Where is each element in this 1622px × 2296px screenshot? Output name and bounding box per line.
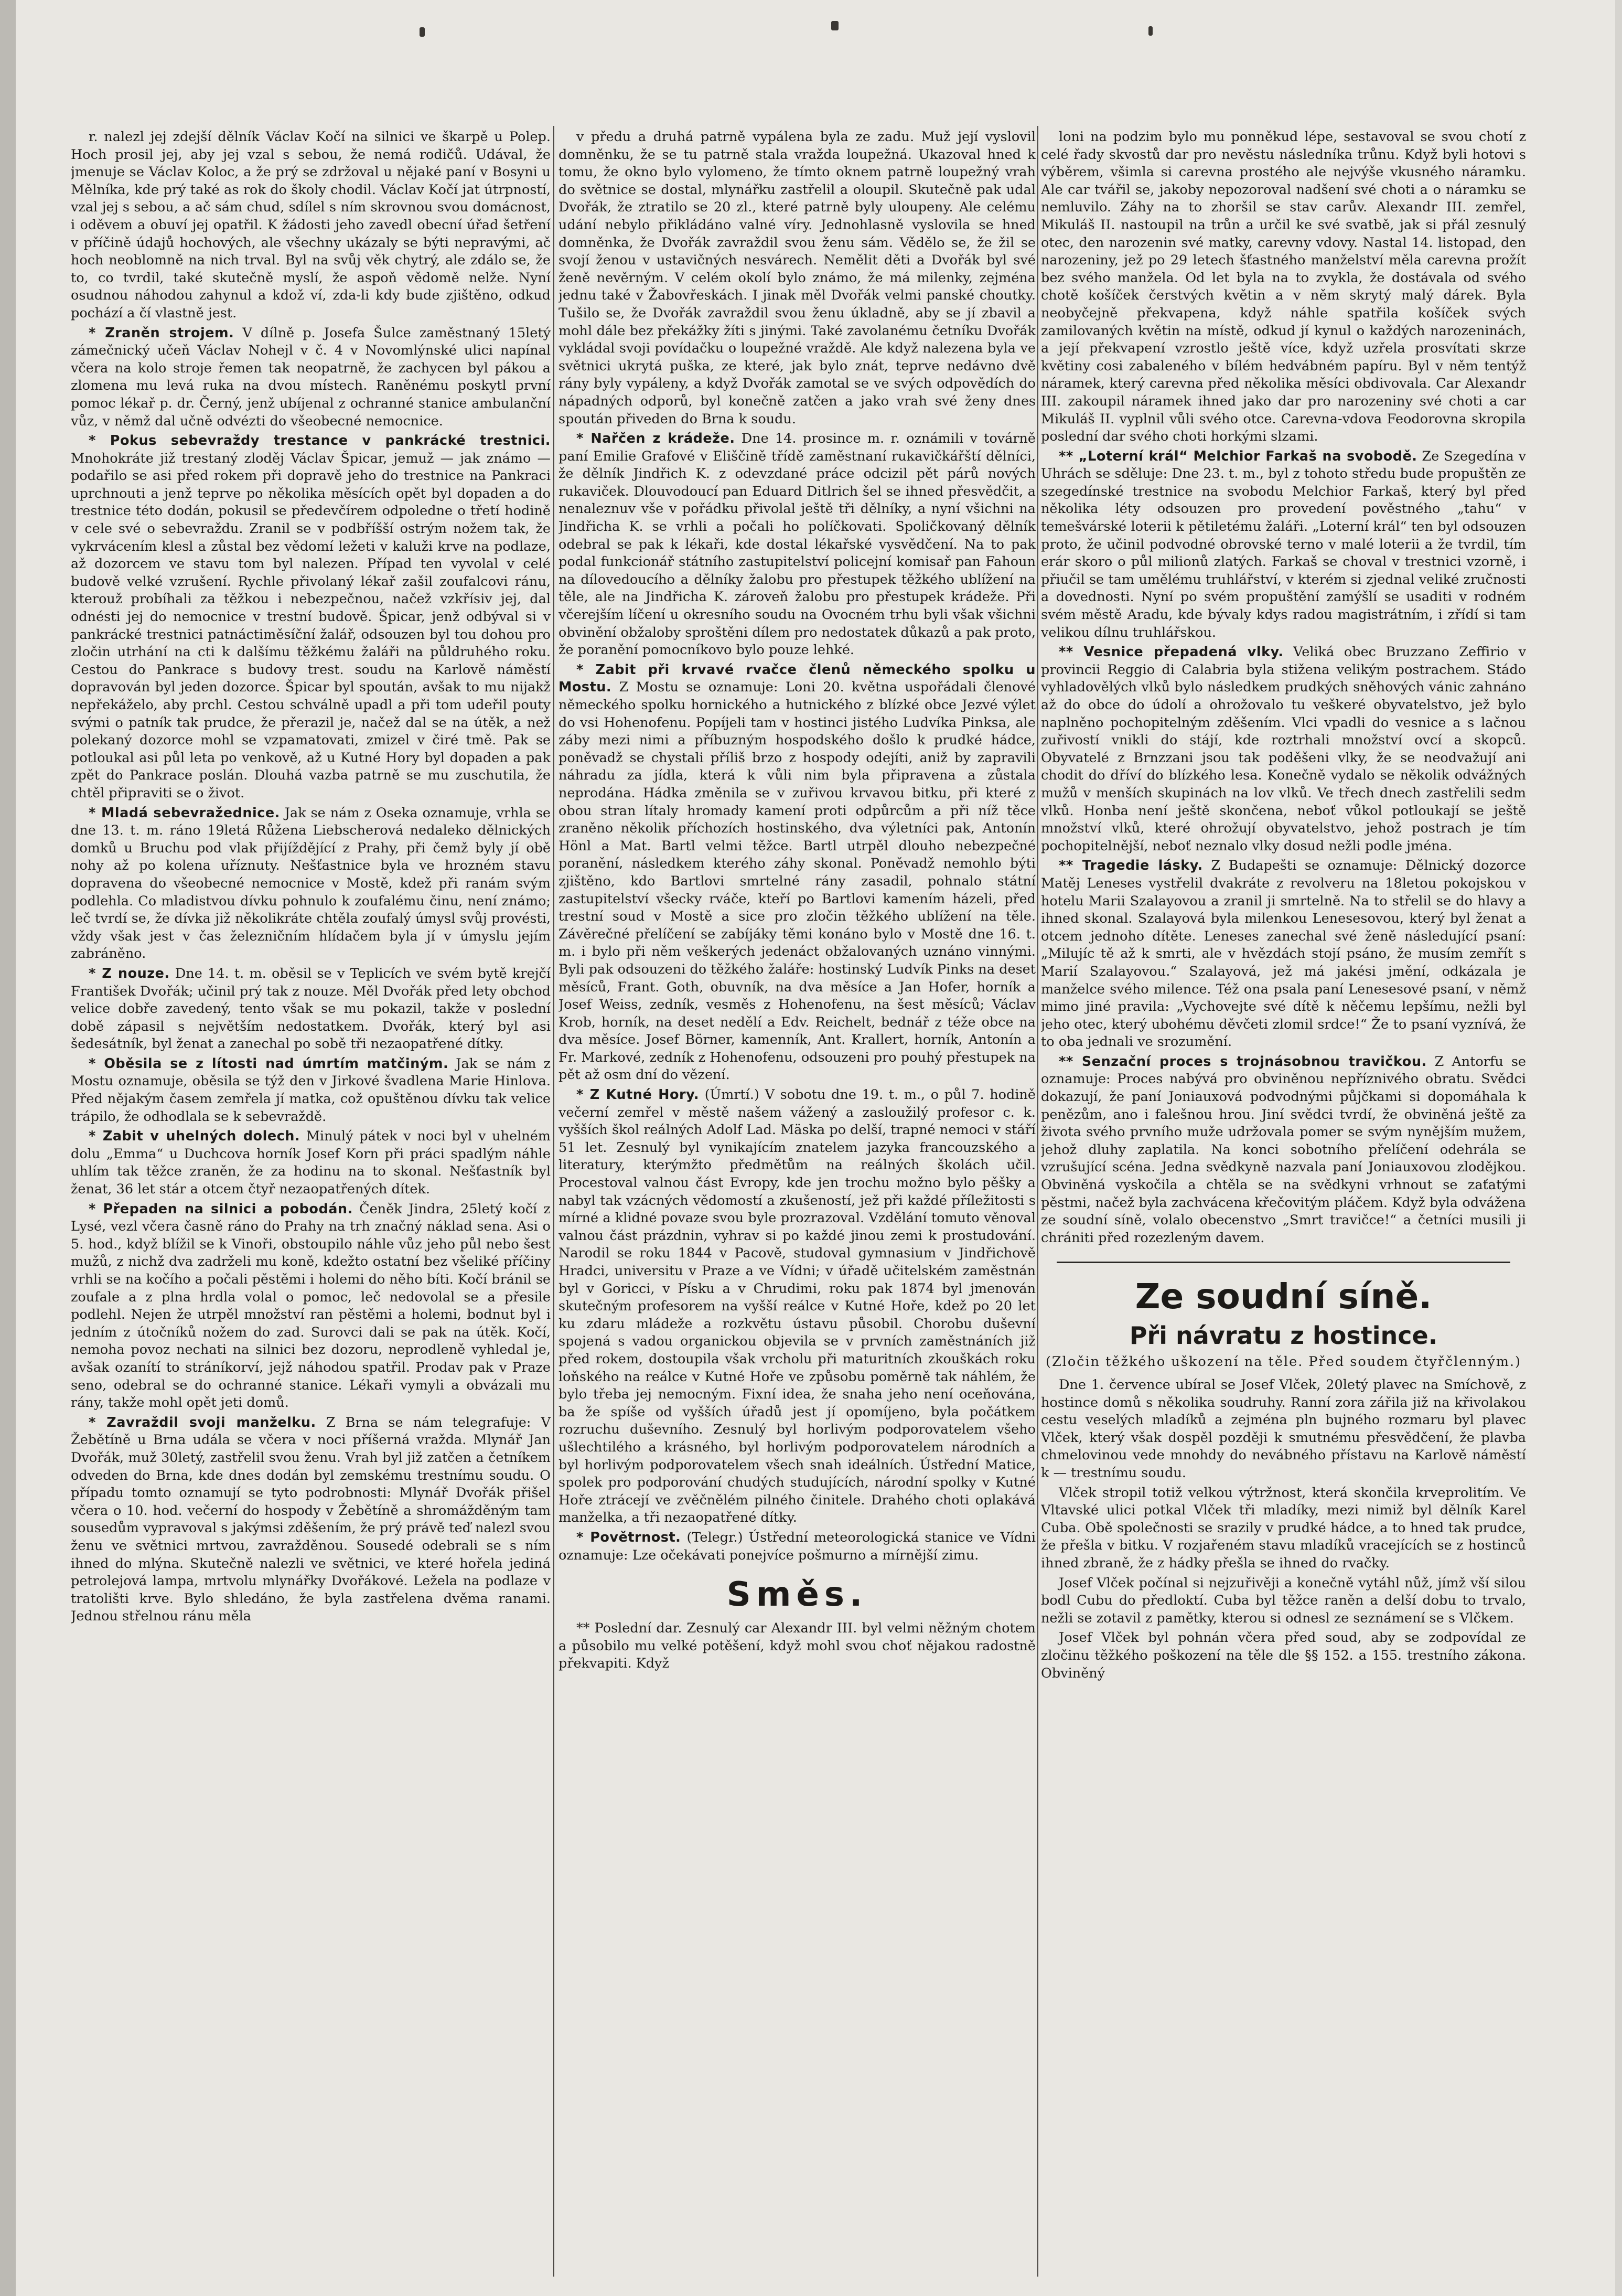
news-article <box>1041 448 1526 642</box>
page-edge <box>0 0 16 2296</box>
article-headline: * Nařčen z krádeže. <box>576 431 735 447</box>
court-paragraph: Dne 1. července ubíral se Josef Vlček, 20letý plavec na Smíchově, z hostince domů s několika soudruhy. Ranní zora zářila již na křivolakou cestu veselých mladíků a zejména pln bujného rozmaru byl plavec Vlček, který však dospěl později k smutnému přesvědčení, že plavba chmelovinou vede mnohdy do nevábného přístavu na Karlově náměstí k — trestnímu soudu. <box>1041 1377 1526 1481</box>
article-headline: * Z Kutné Hory. <box>576 1087 700 1103</box>
news-article <box>558 1086 1036 1527</box>
court-paragraph: Josef Vlček počínal si nejzuřivěji a konečně vytáhl nůž, jímž vší silou bodl Cubu do předloktí. Cuba byl těžce raněn a delší dobu to trvalo, nežli se zotavil z pamětky, kterou si odnesl ze seznámení se s Vlčkem. <box>1041 1575 1526 1626</box>
article-headline: ** Tragedie lásky. <box>1059 858 1203 874</box>
smes-article: ** Poslední dar. Zesnulý car Alexandr III. byl velmi něžným chotem a působilo mu velké potěšení, když mohl svou choť nějakou radostně překvapiti. Když <box>558 1620 1036 1672</box>
article-text: Čeněk Jindra, 25letý kočí z Lysé, vezl včera časně ráno do Prahy na trh značný náklad sena. Asi o 5. hod., když blížil se k Vinoři, obstoupilo náhle vůz jeho půl nebo šest mužů, z nichž dva zadrželi mu koně, kdežto ostatní bez všeliké příčiny vrhli se na kočího a počali pěstěmi i holemi do něho bíti. Kočí bránil se zoufale a z plna hrdla volal o pomoc, leč nedovolal se a přesile podlehl. Nejen že utrpěl množství ran pěstěmi a holemi, bodnut byl i jedním z útočníků nožem do zad. Surovci dali se pak na útěk. Kočí, nemoha povoz nechati na silnici bez dozoru, neprodleně vyhledal je, avšak ozanítí to stráníkorví, jejž náhodou spatřil. Prodav pak v Praze seno, odebral se do ochranné stanice. Lékaři vymyli a obvázali mu rány, takže mohl opět jeti domů. <box>71 1201 551 1411</box>
article-headline: * Přepaden na silnici a pobodán. <box>89 1201 353 1217</box>
news-article <box>1041 129 1526 446</box>
news-article <box>71 965 551 1053</box>
article-headline: ** „Loterní král“ Melchior Farkaš na svobodě. <box>1059 448 1417 464</box>
news-article <box>71 325 551 431</box>
article-text: Jak se nám z Mostu oznamuje, oběsila se týž den v Jirkové švadlena Marie Hinlova. Před nějakým časem zemřela jí matka, což opuštěnou dívku tak velice trápilo, že odhodlala se k sebevraždě. <box>71 1055 551 1125</box>
column-1 <box>71 129 551 2274</box>
court-paragraph: Josef Vlček byl pohnán včera před soud, aby se zodpovídal ze zločinu těžkého poškození na těle dle §§ 152. a 155. trestního zákona. Obviněný <box>1041 1630 1526 1681</box>
article-headline: * Mladá sebevražednice. <box>89 805 280 821</box>
article-text: Z Brna se nám telegrafuje: V Žebětíně u Brna udála se včera v noci příšerná vražda. Mlynář Jan Dvořák, muž 30letý, zastřelil svou ženu. Vrah byl již zatčen a četníkem odveden do Brna, kde dnes dodán byl zemskému trestnímu soudu. O případu tomto oznamují se tyto podrobnosti: Mlynář Dvořák přišel včera o 10. hod. večerní do hospody v Žebětíně a shromážděným tam sousedům vypravoval s jakýmsi zděšením, že prý právě teď nalezl svou ženu ve světnici mrtvou, zavražděnou. Sousedé odebrali se s ním ihned do mlýna. Skutečně nalezli ve světnici, ve které hořela jediná petrolejová lampa, mrtvolu mlynářky Dvořákové. Ležela na podlaze v tratolišti krve. Bylo shledáno, že byla zastřelena dvěma ranami. Jednou střelnou ránu měla <box>71 1414 551 1625</box>
ink-mark <box>1148 26 1153 36</box>
article-text: Z Budapešti se oznamuje: Dělnický dozorce Matěj Leneses vystřelil dvakráte z revolveru na 18letou pokojskou v hotelu Marii Szalayovou a zranil ji smrtelně. Na to střelil se do hlavy a ihned skonal. Szalayová byla milenkou Lenesesovou, který byl ženat a otcem jednoho dítěte. Leneses zanechal své ženě následující psaní: „Milujíc tě až k smrti, ale v hvězdách stojí psáno, že musím zemřít s Marií Szalayovou.“ Szalayová, jež má jakési jmění, odkázala je manželce svého milence. Též ona psala paní Lenesesové psaní, v němž mimo jiné pravila: „Vychovejte své dítě k něčemu lepšímu, nežli byl jeho otec, který ubohému děvčeti zlomil srdce!“ Že to psaní vyznívá, že to oba jednali ve srozumění. <box>1041 858 1526 1050</box>
court-article-body <box>1041 1376 1526 1682</box>
article-text: Mnohokráte již trestaný zloděj Václav Špicar, jemuž — jak známo — podařilo se asi před rokem při dopravě jeho do trestnice na Pankraci uprchnouti a jenž teprve po několika měsících opět byl dopaden a do trestnice této dodán, pokusil se předevčírem odpoledne o třetí hodině v cele své o sebevraždu. Zranil se v podbříšší ostrým nožem tak, že vykrvácením klesl a zůstal bez vědomí ležeti v kaluži krve na podlaze, až dozorcem ve stavu tom byl nalezen. Případ ten vyvolal v celé budově velké vzrušení. Rychle přivolaný lékař zašil zoufalcovi ránu, kterouž probíhali za těžkou i nebezpečnou, načež vzkřísiv jej, dal odnésti jej do nemocnice v trestní budově. Špicar, jenž odbýval si v pankrácké trestnici patnáctiměsíční žalář, odsouzen byl tou dohou pro zločin utrhání na cti k dalšímu těžkému žaláři na půldruhého roku. Cestou do Pankrace s budovy trest. soudu na Karlově náměstí dopravován byl jeden dozorce. Špicar byl spoután, avšak to mu nijakž nepřekáželo, aby prchl. Cestou schválně upadl a při tom udeřil pouty svými o patník tak prudce, že přerazil je, načež dal se na útěk, a než polekaný dozorce mohl se vzpamatovati, zmizel v čiré tmě. Pak se potloukal asi půl leta po venkově, až u Kutné Hory byl dopaden a pak zpět do Pankrace poslán. Dlouhá vazba patrně se mu zuschutila, že chtěl připraviti se o život. <box>71 450 551 801</box>
column-2-articles <box>558 129 1036 1564</box>
article-text: r. nalezl jej zdejší dělník Václav Kočí na silnici ve škarpě u Polep. Hoch prosil jej, aby jej vzal s sebou, že nemá rodičů. Udával, že jmenuje se Václav Koloc, a že prý se zdržoval u nějaké paní v Bosyni u Mělníka, kde prý také as rok do školy chodil. Václav Kočí jat útrpností, vzal jej s sebou, a ač sám chud, sdílel s ním skrovnou svou domácnost, i oděvem a obuví jej opatřil. K žádosti jeho zavedl obecní úřad šetření v příčině údajů hochových, ale všechny ukázaly se býti nepravými, ač hoch neoblomně na nich trval. Byl na svůj věk chytrý, ale zdálo se, že to, co tvrdil, také skutečně myslí, že aspoň vědomě nelže. Nyní osudnou náhodou zahynul a kdož ví, zda-li kdy bude zjištěno, odkud pochází a čí vlastně jest. <box>71 129 551 321</box>
smes-heading: Směs. <box>726 1575 868 1615</box>
article-text: (Telegr.) Ústřední meteorologická stanice ve Vídni oznamuje: Lze očekávati ponejvíce pošmurno a mírnější zimu. <box>558 1529 1036 1563</box>
article-headline: * Pokus sebevraždy trestance v pankrácké trestnici. <box>89 433 551 449</box>
article-text: (Úmrtí.) V sobotu dne 19. t. m., o půl 7. hodině večerní zemřel v městě našem vážený a zasloužilý profesor c. k. vyšších škol reálných Adolf Lad. Mäska po delší, trapné nemoci v stáří 51 let. Zesnulý byl vynikajícím znatelem jazyka francouzského a literatury, kterýmžto předmětům na reálných školách učil. Procestoval valnou část Evropy, kde jen trochu možno bylo pěšky a nabyl tak vzácných vědomostí a zkušeností, jež při každé příležitosti s mírné a klidné povaze svou byle prozrazoval. Vzdělání tomuto věnoval valnou část prázdnin, vyhrav si po každé jinou zemi k prostudování. Narodil se roku 1844 v Pacově, studoval gymnasium v Jindřichově Hradci, universitu v Praze a ve Vídni; v úřadě učitelském zaměstnán byl v Goricci, v Písku a v Chrudimi, roku pak 1874 byl jmenován skutečným profesorem na vyšší reálce v Kutné Hoře, kdež po 20 let ku zdaru mládeže a rozkvětu ústavu působil. Chorobu duševní spojená s vadou organickou objevila se v prvních zaměstnáních již před rokem, dostoupila však vrcholu při maturitních zkouškách roku loňského na reálce v Kutné Hoře ve způsobu poměrně tak náhlém, že bylo třeba jej nemocným. Fixní idea, že snaha jeho není oceňována, ba že spíše od vyšších úřadů jest jí opomíjeno, byla počátkem rozruchu duševního. Zesnulý byl horlivým podporovatelem všeho ušlechtilého a krásného, byl horlivým podporovatelem národních a byl horlivým podporovatelem všech snah ideálních. Ústřední Matice, spolek pro podporování chudých studujících, národní spolky v Kutné Hoře ztrácejí ve zvěčnělém pilného činitele. Drahého choti oplakává manželka, a tři nezaopatřené dítky. <box>558 1087 1036 1526</box>
column-3-articles <box>1041 129 1526 1247</box>
article-headline: * Zabit při krvavé rvačce členů německého spolku u Mostu. <box>558 661 1036 696</box>
news-article <box>71 1128 551 1198</box>
news-article <box>1041 644 1526 855</box>
news-article <box>71 432 551 802</box>
article-headline: * Zavraždil svoji manželku. <box>89 1414 316 1430</box>
news-article <box>71 1414 551 1626</box>
article-text: Jak se nám z Oseka oznamuje, vrhla se dne 13. t. m. ráno 19letá Růžena Liebscherová nedaleko dělnických domků u Bruchu pod vlak přijíždějící z Prahy, při čemž byly jí obě nohy až po kolena uříznuty. Nešťastnice byla ve hrozném stavu dopravena do všeobecné nemocnice v Mostě, kdež při ranám svým podlehla. Co mladistvou dívku pohnulo k zoufalému činu, není známo; leč tvrdí se, že dívka již několikráte chtěla zoufalý úmysl svůj provésti, vždy však jest v čas železničním hlídačem byla jí v úmyslu jejím zabráněno. <box>71 805 551 962</box>
news-article <box>1041 857 1526 1051</box>
news-article <box>558 1529 1036 1564</box>
news-article <box>558 129 1036 428</box>
page-top-marks <box>0 21 1622 42</box>
article-text: Z Mostu se oznamuje: Loni 20. května uspořádali členové německého spolku hornického a hutnického z blízké obce Jezvé výlet do vsi Hohenofenu. Popíjeli tam v hostinci jistého Ludvíka Pinksa, ale záby mezi nimi a příbuzným hospodského došlo k prudké hádce, poněvadž se chystali příliš brzo z hospody odejíti, aniž by zapravili náhradu za jídla, která k vůli nim byla připravena a zůstala neprodána. Hádka změnila se v zuřivou krvavou bitku, při které z obou stran lítaly hromady kamení proti odpůrcům a při níž těce zraněno několik příchozích hostinského, dva výletníci pak, Antonín Hönl a Mat. Bartl velmi těžce. Bartl utrpěl dlouho nebezpečné poranění, následkem kterého záhy skonal. Poněvadž nemohlo býti zjištěno, kdo Bartlovi smrtelné rány zasadil, pohnalo státní zastupitelství všecky rváče, kteří po Bartlovi kamením házeli, před trestní soud v Mostě a sice pro zločin těžkého ublížení na těle. Závěrečné přelíčení se zabíjáky těmi konáno bylo v Mostě dne 16. t. m. i bylo při něm veškerých jedenáct obžalovaných uznáno vinnými. Byli pak odsouzeni do těžkého žaláře: hostinský Ludvík Pinks na deset měsíců, Frant. Goth, obuvník, na dva měsíce a Jan Hofer, horník a Josef Weiss, zedník, vesměs z Hohenofenu, na šest měsíců; Václav Krob, horník, na deset nedělí a Edv. Reichelt, bednář z téže obce na dva měsíce. Josef Börner, kamenník, Ant. Krallert, horník, Antonín a Fr. Markové, zedník z Hohenofenu, odsouzeni pro pouhý přestupek na pět až osm dní do vězení. <box>558 679 1036 1083</box>
column-3 <box>1041 129 1526 2274</box>
article-text: loni na podzim bylo mu ponněkud lépe, sestavoval se svou chotí z celé řady skvostů dar pro nevěstu následníka trůnu. Když byli hotovi s výběrem, všimla si carevna prostého ale nejvýše vkusného náramku. Ale car tvářil se, jakoby nepozoroval nadšení své choti a o náramku se nemluvilo. Záhy na to zhoršil se stav carův. Alexandr III. zemřel, Mikuláš II. nastoupil na trůn a určil ke své svatbě, jak si přál zesnulý otec, den narozenin své matky, carevny vdovy. Nastal 14. listopad, den narozeniny, jež po 29 letech šťastného manželství měla carevna prožít bez svého manžela. Od let byla na to zvykla, že dostávala od svého chotě košíček čerstvých květin a v něm skrytý malý dárek. Byla neobyčejně překvapena, když náhle spatřila košíček svých zamilovaných květin na místě, odkud jí kynul o každých narozeninách, a její překvapení vzrostlo ještě více, když uzřela prosvítati skrze květiny cosi zabaleného v bílém hedvábném papíru. Byl v něm tentýž náramek, který carevna před několika měsíci obdivovala. Car Alexandr III. zakoupil náramek ihned jako dar pro narozeniny své choti a car Mikuláš II. vyplnil vůli svého otce. Carevna-vdova Feodorovna skropila poslední dar svého choti horkými slzami. <box>1041 129 1526 445</box>
news-article <box>71 129 551 323</box>
article-headline: * Zabit v uhelných dolech. <box>89 1128 300 1145</box>
article-headline: * Povětrnost. <box>576 1529 681 1545</box>
article-headline: * Oběsila se z lítosti nad úmrtím matčiným. <box>89 1055 449 1072</box>
article-text: Minulý pátek v noci byl v uhelném dolu „Emma“ u Duchcova horník Josef Korn při práci spadlým náhle uhlím tak těžce zraněn, že za hodinu na to skonal. Nešťastník byl ženat, 36 let stár a otcem čtyř nezaopatřených dítek. <box>71 1128 551 1198</box>
article-text: Dne 14. prosince m. r. oznámili v továrně paní Emilie Grafové v Eliščině třídě zaměstnaní rukavičkářští dělníci, že dělník Jindřich K. z odevzdané práce odcizil pět párů nových rukaviček. Dlouvodoucí pan Eduard Ditlrich šel se ihned přesvědčit, a nenaleznuv vše v pořádku přivolal ještě tři dělníky, a nyní všichni na Jindřicha K. se vrhli a počali ho políčkovati. Spoličkovaný dělník odebral se pak k lékaři, kde dostal lékařské vysvědčení. Na to pak podal funkcionář státního zastupitelství policejní komisař pan Fahoun na dílovedoucího a dělníky žalobu pro přestupek těžkého ublížení na těle, ale na Jindřicha K. zároveň žalobu pro přestupek krádeže. Při včerejším líčení u okresního soudu na Ovocném trhu byli však všichni obvinění obžaloby sproštěni dílem pro nedostatek důkazů a pak proto, že poranění pomocníkovo bylo pouze lehké. <box>558 431 1036 658</box>
article-text: Dne 14. t. m. oběsil se v Teplicích ve svém bytě krejčí František Dvořák; učinil prý tak z nouze. Měl Dvořák před lety obchod velice dobře zavedený, tento však se mu pokazil, takže v poslední době zápasil s největším nedostatkem. Dvořák, který byl asi šedesátník, byl ženat a zanechal po sobě tři nezaopatřené dítky. <box>71 965 551 1052</box>
news-article <box>1041 1053 1526 1247</box>
section-divider <box>1057 1262 1510 1263</box>
news-article <box>71 805 551 963</box>
article-headline: ** Vesnice přepadená vlky. <box>1059 644 1284 660</box>
news-article <box>558 430 1036 659</box>
news-article <box>71 1055 551 1126</box>
court-paragraph: Vlček stropil totiž velkou výtržnost, která skončila krveprolitím. Ve Vltavské ulici potkal Vlček tři mladíky, mezi nimiž byl dělník Karel Cuba. Obě společnosti se srazily v prudké hádce, a to hned tak prudce, že přešla v bitku. V rozjařeném stavu mladíků vracejících se z hostinců ihned zbraně, že z hádky přešla se ihned do rvačky. <box>1041 1485 1526 1571</box>
article-text: Z Antorfu se oznamuje: Proces nabývá pro obviněnou nepříznivého obratu. Svědci dokazují, že paní Joniauxová podvodnými půjčkami si dopomáhala k penězům, ano i falešnou hrou. Jiní svědci tvrdí, že obviněná ještě za života svého prvního muže udržovala pomer se svým nynějším mužem, jehož dluhy zaplatila. Na konci sobotního přelíčení odehrála se vzrušující scéna. Jedna svědkyně nazvala paní Joniauxovou zlodějkou. Obviněná vyskočila a chtěla se na svědkyni vrhnout se zaťatými pěstmi, načež byla zachvácena křečovitým pláčem. Když byla odvážena ze soudní síně, volalo obecenstvo „Smrt travičce!“ a četníci musili ji chrániti před rozezleným davem. <box>1041 1053 1526 1246</box>
article-text: v předu a druhá patrně vypálena byla ze zadu. Muž její vyslovil domněnku, že se tu patrně stala vražda loupežná. Ukazoval hned k tomu, že okno bylo vylomeno, že tímto oknem patrně loupežný vrah do světnice se dostal, mlynářku zastřelil a oloupil. Skutečně pak udal Dvořák, že ztratilo se 20 zl., které patrně byly uloupeny. Ale celému udání nebylo přikládáno valné víry. Jednohlasně vyslovila se hned domněnka, že Dvořák zavraždil svou ženu sám. Vědělo se, že žil se svojí ženou v ustavičných nesvárech. Nemělit děti a Dvořák byl své ženě nevěrným. V celém okolí bylo známo, že má milenky, zejména jednu také v Žabovřeskách. I jinak měl Dvořák velmi panské choutky. Tušilo se, že Dvořák zavraždil svou ženu úkladně, aby se jí zbavil a mohl dále bez překážky žíti s jinými. Také zavolanému četníku Dvořák vykládal svoji povídačku o loupežné vraždě. Ale když nalezena byla ve světnici ukrytá puška, ze které, jak bylo znát, teprve nedávno dvě rány byly vypáleny, a když Dvořák zamotal se ve svých odpovědích do nápadných odporů, byl konečně zatčen a jako vrah své ženy dnes spoután přiveden do Brna k soudu. <box>558 129 1036 427</box>
court-article-note: (Zločin těžkého uškození na těle. Před soudem čtyřčlenným.) <box>1046 1354 1521 1370</box>
ink-mark <box>831 21 839 30</box>
news-article <box>558 661 1036 1084</box>
article-headline: ** Senzační proces s trojnásobnou travičkou. <box>1059 1053 1427 1070</box>
column-rule <box>1037 126 1038 2277</box>
article-headline: * Zraněn strojem. <box>89 325 234 341</box>
court-section-title: Ze soudní síně. <box>1135 1276 1432 1317</box>
article-text: V dílně p. Josefa Šulce zaměstnaný 15letý zámečnický učeň Václav Nohejl v č. 4 v Novomlýnské ulici napínal včera na kolo stroje řemen tak neopatrně, že zachycen byl pákou a zlomena mu levá ruka na dvou místech. Raněnému poskytl první pomoc lékař p. dr. Černý, jenž ubíjenal z ochranné stanice ambulanční vůz, v němž dal učně odvézti do všeobecné nemocnice. <box>71 325 551 429</box>
ink-mark <box>420 27 425 37</box>
article-text: Veliká obec Bruzzano Zeffirio v provincii Reggio di Calabria byla stižena velikým postrachem. Stádo vyhladovělých vlků bylo následkem prudkých sněhových vánic zahnáno až do obce do údolí a ohrožovalo tu veškeré obyvatelstvo, jež bylo naplněno pochopitelným zděšením. Vlci vpadli do vesnice a s lačnou zuřivostí vnikli do stájí, kde roztrhali množství ovcí a skopců. Obyvatelé z Brnzzani jsou tak poděšeni vlky, že se neodvažují ani chodit do dříví do blízkého lesa. Konečně vydalo se několik odvážných mužů v menších skupinách na lov vlků. Ve třech dnech zastřelili sedm vlků. Honba není ještě skončena, neboť vůkol potloukají se ještě množství vlků, které ohrožují obyvatelstvo, jehož postrach je tím pochopitelnější, neboť neznalo vlky dosud nežli podle jména. <box>1041 644 1526 854</box>
article-text: Ze Szegedína v Uhrách se sděluje: Dne 23. t. m., byl z tohoto středu bude propuštěn ze szegedínské trestnice na svobodu Melchior Farkaš, který byl před několika léty odsouzen pro provedení pověstného „tahu“ v temešvárské loterii k pětiletému žaláři. „Loterní král“ ten byl odsouzen proto, že učinil podvodné obrovské terno v malé loterii a že tvrdil, tím erár skoro o půl milionů zlatých. Farkaš se choval v trestnici vzorně, i přiučil se tam umělému truhlářství, v kterém si zjednal veliké zručnosti a dovednosti. Nyní po svém propuštění zamýšlí se usaditi v rodném svém městě Aradu, kde bývaly kdys radou magistrátním, i zřídí si tam velikou dílnu truhlářskou. <box>1041 448 1526 640</box>
court-article-title: Při návratu z hostince. <box>1129 1321 1438 1350</box>
article-headline: * Z nouze. <box>89 965 170 981</box>
news-article <box>71 1201 551 1412</box>
column-2 <box>558 129 1036 2274</box>
column-rule <box>553 126 554 2277</box>
